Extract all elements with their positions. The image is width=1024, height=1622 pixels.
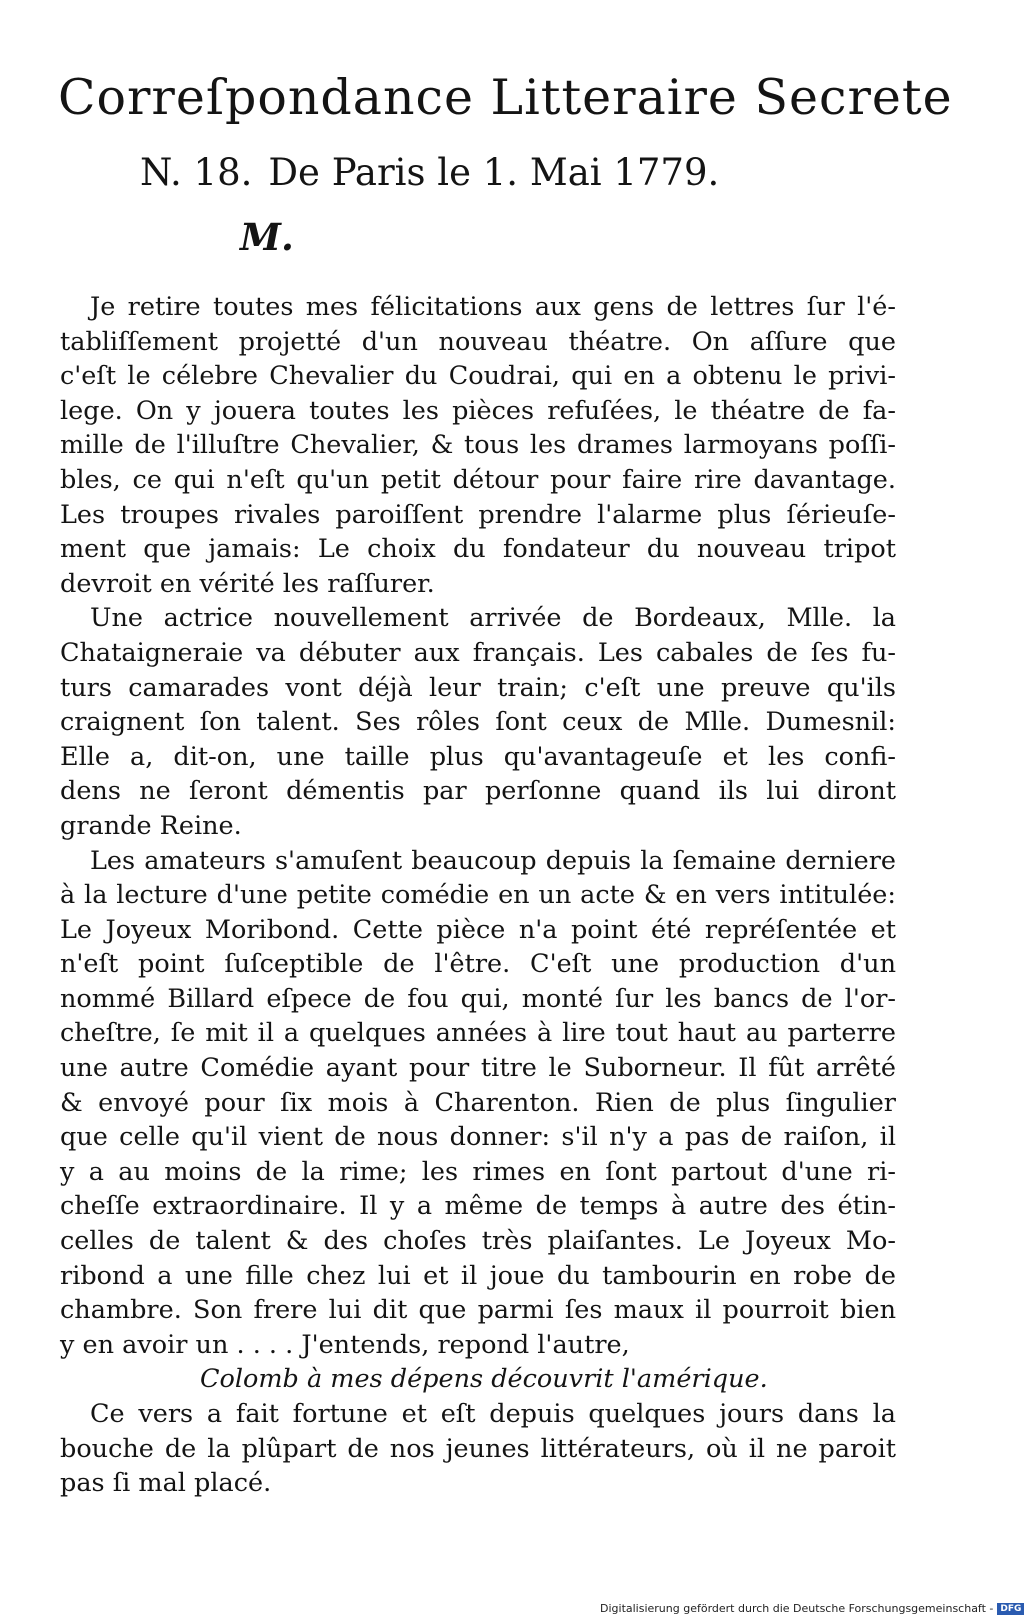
text-line: une autre Comédie ayant pour titre le Suborneur. Il fût arrêté xyxy=(60,1053,896,1084)
text-line: celles de talent & des choſes très plaiſantes. Le Joyeux Mo- xyxy=(60,1226,896,1257)
salutation: M. xyxy=(240,215,294,259)
text-line: y a au moins de la rime; les rimes en ſont partout d'une ri- xyxy=(60,1156,896,1187)
article-body xyxy=(60,290,896,1501)
text-line: Chataigneraie va débuter aux français. Les cabales de ſes fu- xyxy=(60,637,896,668)
text-line: ribond a une fille chez lui et il joue du tambourin en robe de xyxy=(60,1260,896,1291)
text-line: turs camarades vont déjà leur train; c'eſt une preuve qu'ils xyxy=(60,672,896,703)
text-line: chambre. Son frere lui dit que parmi ſes maux il pourroit bien xyxy=(60,1295,896,1326)
text-line: à la lecture d'une petite comédie en un acte & en vers intitulée: xyxy=(60,880,896,911)
date-text: De Paris le 1. Mai 1779. xyxy=(268,151,720,194)
text-line: Les troupes rivales paroiſſent prendre l'alarme plus ſérieuſe- xyxy=(60,499,896,530)
text-line: n'eſt point ſuſceptible de l'être. C'eſt une production d'un xyxy=(60,949,896,980)
text-line: bles, ce qui n'eſt qu'un petit détour pour faire rire davantage. xyxy=(60,464,896,495)
text-line: ment que jamais: Le choix du fondateur du nouveau tripot xyxy=(60,534,896,565)
text-line: grande Reine. xyxy=(60,810,242,841)
text-line: bouche de la plûpart de nos jeunes littérateurs, où il ne paroit xyxy=(60,1433,896,1464)
dfg-logo: DFG xyxy=(997,1603,1024,1615)
text-line: Une actrice nouvellement arrivée de Bordeaux, Mlle. la xyxy=(90,603,896,634)
text-line: Colomb à mes dépens découvrit l'amérique. xyxy=(200,1364,768,1395)
text-line: lege. On y jouera toutes les pièces refuſées, le théatre de fa- xyxy=(60,395,896,426)
issue-number: N. 18. xyxy=(140,151,253,194)
text-line: tabliſſement projetté d'un nouveau théatre. On aſſure que xyxy=(60,326,896,357)
dateline xyxy=(140,150,735,196)
text-line: c'eſt le célebre Chevalier du Coudrai, qui en a obtenu le privi- xyxy=(60,361,896,392)
text-line: nommé Billard eſpece de fou qui, monté ſur les bancs de l'or- xyxy=(60,983,896,1014)
text-line: Ce vers a fait fortune et eſt depuis quelques jours dans la xyxy=(90,1399,896,1429)
text-line: cheſſe extraordinaire. Il y a même de temps à autre des étin- xyxy=(60,1191,896,1222)
text-line: craignent ſon talent. Ses rôles ſont ceux de Mlle. Dumesnil: xyxy=(60,707,896,738)
text-line: mille de l'illuſtre Chevalier, & tous les drames larmoyans poſſi- xyxy=(60,430,896,461)
text-line: que celle qu'il vient de nous donner: s'il n'y a pas de raiſon, il xyxy=(60,1122,896,1153)
text-line: y en avoir un . . . . J'entends, repond l'autre, xyxy=(60,1329,630,1360)
credit-text: Digitalisierung gefördert durch die Deutsche Forschungsgemeinschaft - xyxy=(600,1602,994,1615)
text-line: cheſtre, ſe mit il a quelques années à lire tout haut au parterre xyxy=(60,1018,896,1049)
text-line: Je retire toutes mes félicitations aux gens de lettres ſur l'é- xyxy=(90,292,896,322)
page-title: Correſpondance Litteraire Secrete xyxy=(58,69,953,126)
digitization-credit xyxy=(600,1600,1022,1618)
text-line: devroit en vérité les raſſurer. xyxy=(60,568,435,599)
text-line: Elle a, dit-on, une taille plus qu'avantageuſe et les confi- xyxy=(60,741,896,772)
text-line: pas ſi mal placé. xyxy=(60,1468,272,1499)
text-line: Les amateurs s'amuſent beaucoup depuis la ſemaine derniere xyxy=(90,845,896,876)
text-line: Le Joyeux Moribond. Cette pièce n'a point été repréſentée et xyxy=(60,914,896,945)
text-line: dens ne ſeront démentis par perſonne quand ils lui diront xyxy=(60,776,896,807)
text-line: & envoyé pour ſix mois à Charenton. Rien de plus ſingulier xyxy=(60,1087,896,1118)
